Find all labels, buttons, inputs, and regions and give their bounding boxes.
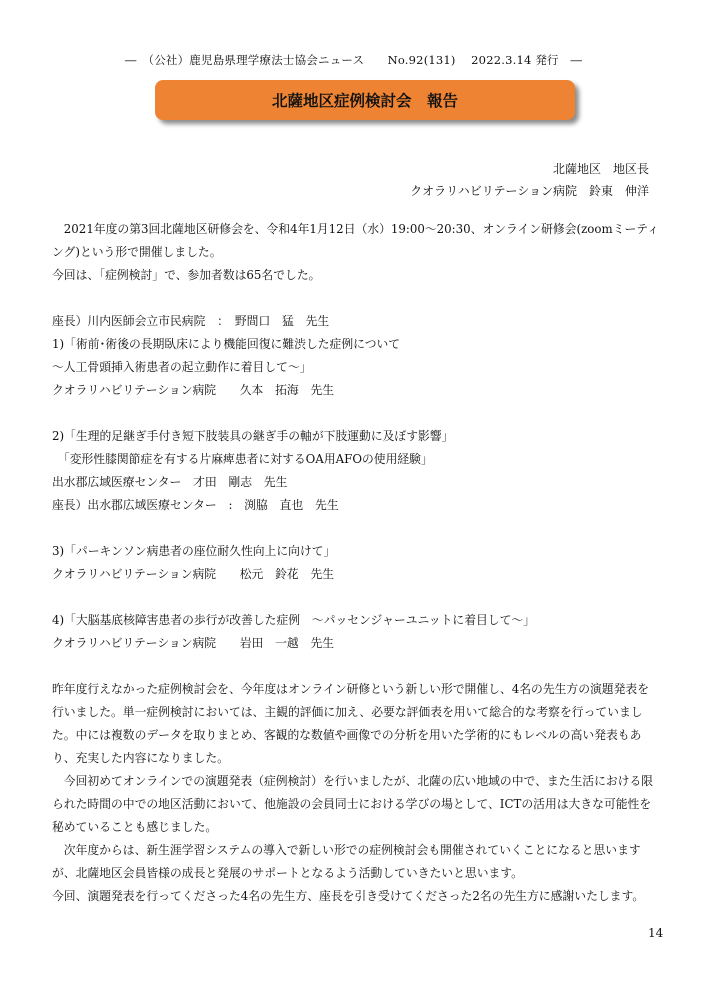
session4-title: 4)「大脳基底核障害患者の歩行が改善した症例 ～パッセンジャーユニットに着目して～」 — [52, 613, 535, 627]
session1-subtitle: ～人工骨頭挿入術患者の起立動作に着目して～」 — [52, 360, 312, 374]
closing-paragraph-3: 次年度からは、新生涯学習システムの導入で新しい形での症例検討会も開催されていくことになると思いますが、北薩地区会員皆様の成長と発展のサポートとなるよう活動していきたいと思います。 — [52, 843, 641, 880]
closing-paragraph-1: 昨年度行えなかった症例検討会を、今年度はオンライン研修という新しい形で開催し、4名の先生方の演題発表を行いました。単一症例検討においては、主観的評価に加え、必要な評価表を用いて総合的な考察を行っていました。中には複数のデータを取りまとめ、客観的な数値や画像での分析を用いた学術的にもレベルの高い発表もあり、充実した内容になりました。 — [52, 682, 649, 765]
page-title: 北薩地区症例検討会 報告 — [271, 92, 458, 110]
intro-participants: 今回は、「症例検討」で、参加者数は65名でした。 — [52, 268, 321, 282]
session2-title: 2)「生理的足継ぎ手付き短下肢装具の継ぎ手の軸が下肢運動に及ぼす影響」 — [52, 429, 454, 443]
session2-presenter: 出水郡広域医療センター 才田 剛志 先生 — [52, 475, 288, 489]
newsletter-header: ― （公社）鹿児島県理学療法士協会ニュース No.92(131) 2022.3.14 発行 ― — [124, 53, 583, 67]
session2-chair: 座長）出水郡広域医療センター : 渕脇 直也 先生 — [52, 498, 339, 512]
session3-title: 3)「パーキンソン病患者の座位耐久性向上に向けて」 — [52, 544, 336, 558]
session2-title-b: 「変形性膝関節症を有する片麻痺患者に対するOA用AFOの使用経験」 — [57, 452, 433, 466]
closing-paragraph-2: 今回初めてオンラインでの演題発表（症例検討）を行いましたが、北薩の広い地域の中で、また生活における限られた時間の中での地区活動において、他施設の会員同士における学びの場として、ICTの活用は大きな可能性を秘めていることも感じました。 — [52, 774, 654, 834]
title-banner — [155, 80, 575, 120]
page-number: 14 — [648, 926, 664, 940]
session1-chair: 座長）川内医師会立市民病院 ： 野間口 猛 先生 — [52, 314, 330, 328]
session1-presenter: クオラリハビリテーション病院 久本 拓海 先生 — [52, 383, 335, 397]
article-body — [52, 218, 660, 908]
intro-paragraph: 2021年度の第3回北薩地区研修会を、令和4年1月12日（水）19:00～20:30、オンライン研修会(zoomミーティング)という形で開催しました。 — [52, 222, 659, 259]
session4-presenter: クオラリハビリテーション病院 岩田 一越 先生 — [52, 636, 335, 650]
session3-presenter: クオラリハビリテーション病院 松元 鈴花 先生 — [52, 567, 335, 581]
session1-title: 1)「術前･術後の長期臥床により機能回復に難渋した症例について — [52, 337, 401, 351]
author-position: 北薩地区 地区長 — [552, 162, 649, 176]
author-name: クオラリハビリテーション病院 鈴東 伸洋 — [410, 184, 649, 198]
closing-paragraph-4: 今回、演題発表を行ってくださった4名の先生方、座長を引き受けてくださった2名の先生方に感謝いたします。 — [52, 889, 645, 903]
